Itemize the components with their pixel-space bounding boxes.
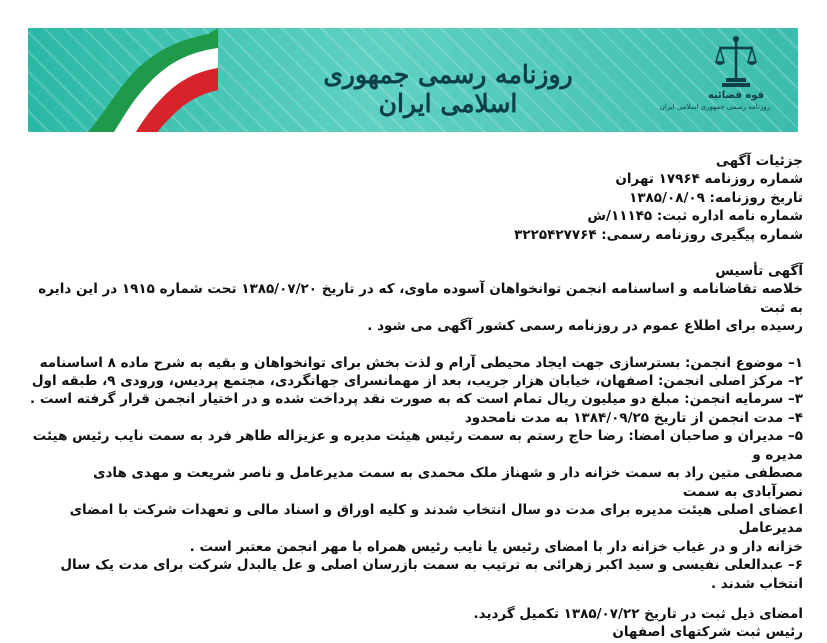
tracking-number: شماره پیگیری روزنامه رسمی: ۳۲۲۵۴۲۷۷۶۴ xyxy=(514,226,803,243)
notice-intro-line: رسیده برای اطلاع عموم در روزنامه رسمی کشور آگهی می شود . xyxy=(367,318,803,335)
notice-item: ۱– موضوع انجمن: بسترسازی جهت ایجاد محیطی آرام و لذت بخش برای توانخواهان و بقیه به شرح ماده ۸ اساسنامه xyxy=(39,354,803,371)
notice-item: خزانه دار و در غیاب خزانه دار با امضای رئیس یا نایب رئیس همراه با مهر انجمن معتبر است . xyxy=(189,538,803,555)
emblem-name: قوه قضائیه xyxy=(707,90,765,101)
header-banner xyxy=(28,28,798,132)
notice-item: ۵– مدیران و صاحبان امضا: رضا حاج رستم به سمت رئیس هیئت مدیره و عزیزاله طاهر فرد به سمت نایب رئیس هیئت مدیره و xyxy=(32,428,803,463)
notice-intro-line: خلاصه تقاضانامه و اساسنامه انجمن توانخواهان آسوده ماوی، که در تاریخ ۱۳۸۵/۰۷/۲۰ تحت شماره ۱۹۱۵ در این دایره به ثبت xyxy=(38,281,803,316)
details-heading: جزئیات آگهی xyxy=(715,153,803,169)
notice-item: ۴– مدت انجمن از تاریخ ۱۳۸۴/۰۹/۲۵ به مدت نامحدود xyxy=(464,409,803,426)
newspaper-number: شماره روزنامه ۱۷۹۶۴ تهران xyxy=(615,171,803,188)
scales-of-justice-icon xyxy=(714,34,758,88)
notice-item: مصطفی متین راد به سمت خزانه دار و شهناز ملک محمدی به سمت مدیرعامل و ناصر شریعت و مهدی هادی نصرآبادی به سمت xyxy=(93,465,803,500)
judiciary-emblem xyxy=(659,34,770,128)
signatory-title: رئیس ثبت شرکتهای اصفهان xyxy=(612,624,803,641)
notice-item: ۲– مرکز اصلی انجمن: اصفهان، خیابان هزار جریب، بعد از مهمانسرای جهانگردی، مجتمع پردیس، ورودی ۹، طبقه اول xyxy=(31,373,803,390)
notice-item: اعضای اصلی هیئت مدیره برای مدت دو سال انتخاب شدند و کلیه اوراق و اسناد مالی و تعهدات شرکت با امضای مدیرعامل xyxy=(69,501,803,537)
registry-letter-number: شماره نامه اداره ثبت: ۱۱۱۴۵/ش xyxy=(587,208,803,225)
newspaper-date: تاریخ روزنامه: ۱۳۸۵/۰۸/۰۹ xyxy=(629,189,803,206)
notice-heading: آگهی تأسیس xyxy=(715,263,803,280)
newspaper-title: روزنامه رسمی جمهوری اسلامی ایران xyxy=(323,60,573,118)
notice-item: ۳– سرمایه انجمن: مبلغ دو میلیون ریال تمام است که به صورت نقد پرداخت شده و در اختیار انجمن قرار گرفته است . xyxy=(30,391,803,408)
notice-item: ۶– عبدالعلی نفیسی و سید اکبر زهرائی به ترتیب به سمت بازرسان اصلی و عل یالبدل شرکت برای مدت یک سال انتخاب شدند . xyxy=(60,557,803,592)
signature-completion-line: امضای ذیل ثبت در تاریخ ۱۳۸۵/۰۷/۲۲ تکمیل گردید. xyxy=(473,605,803,622)
notice-content xyxy=(28,152,803,642)
emblem-subtitle: روزنامه رسمی جمهوری اسلامی ایران xyxy=(659,103,770,111)
iran-flag-icon xyxy=(68,28,218,132)
